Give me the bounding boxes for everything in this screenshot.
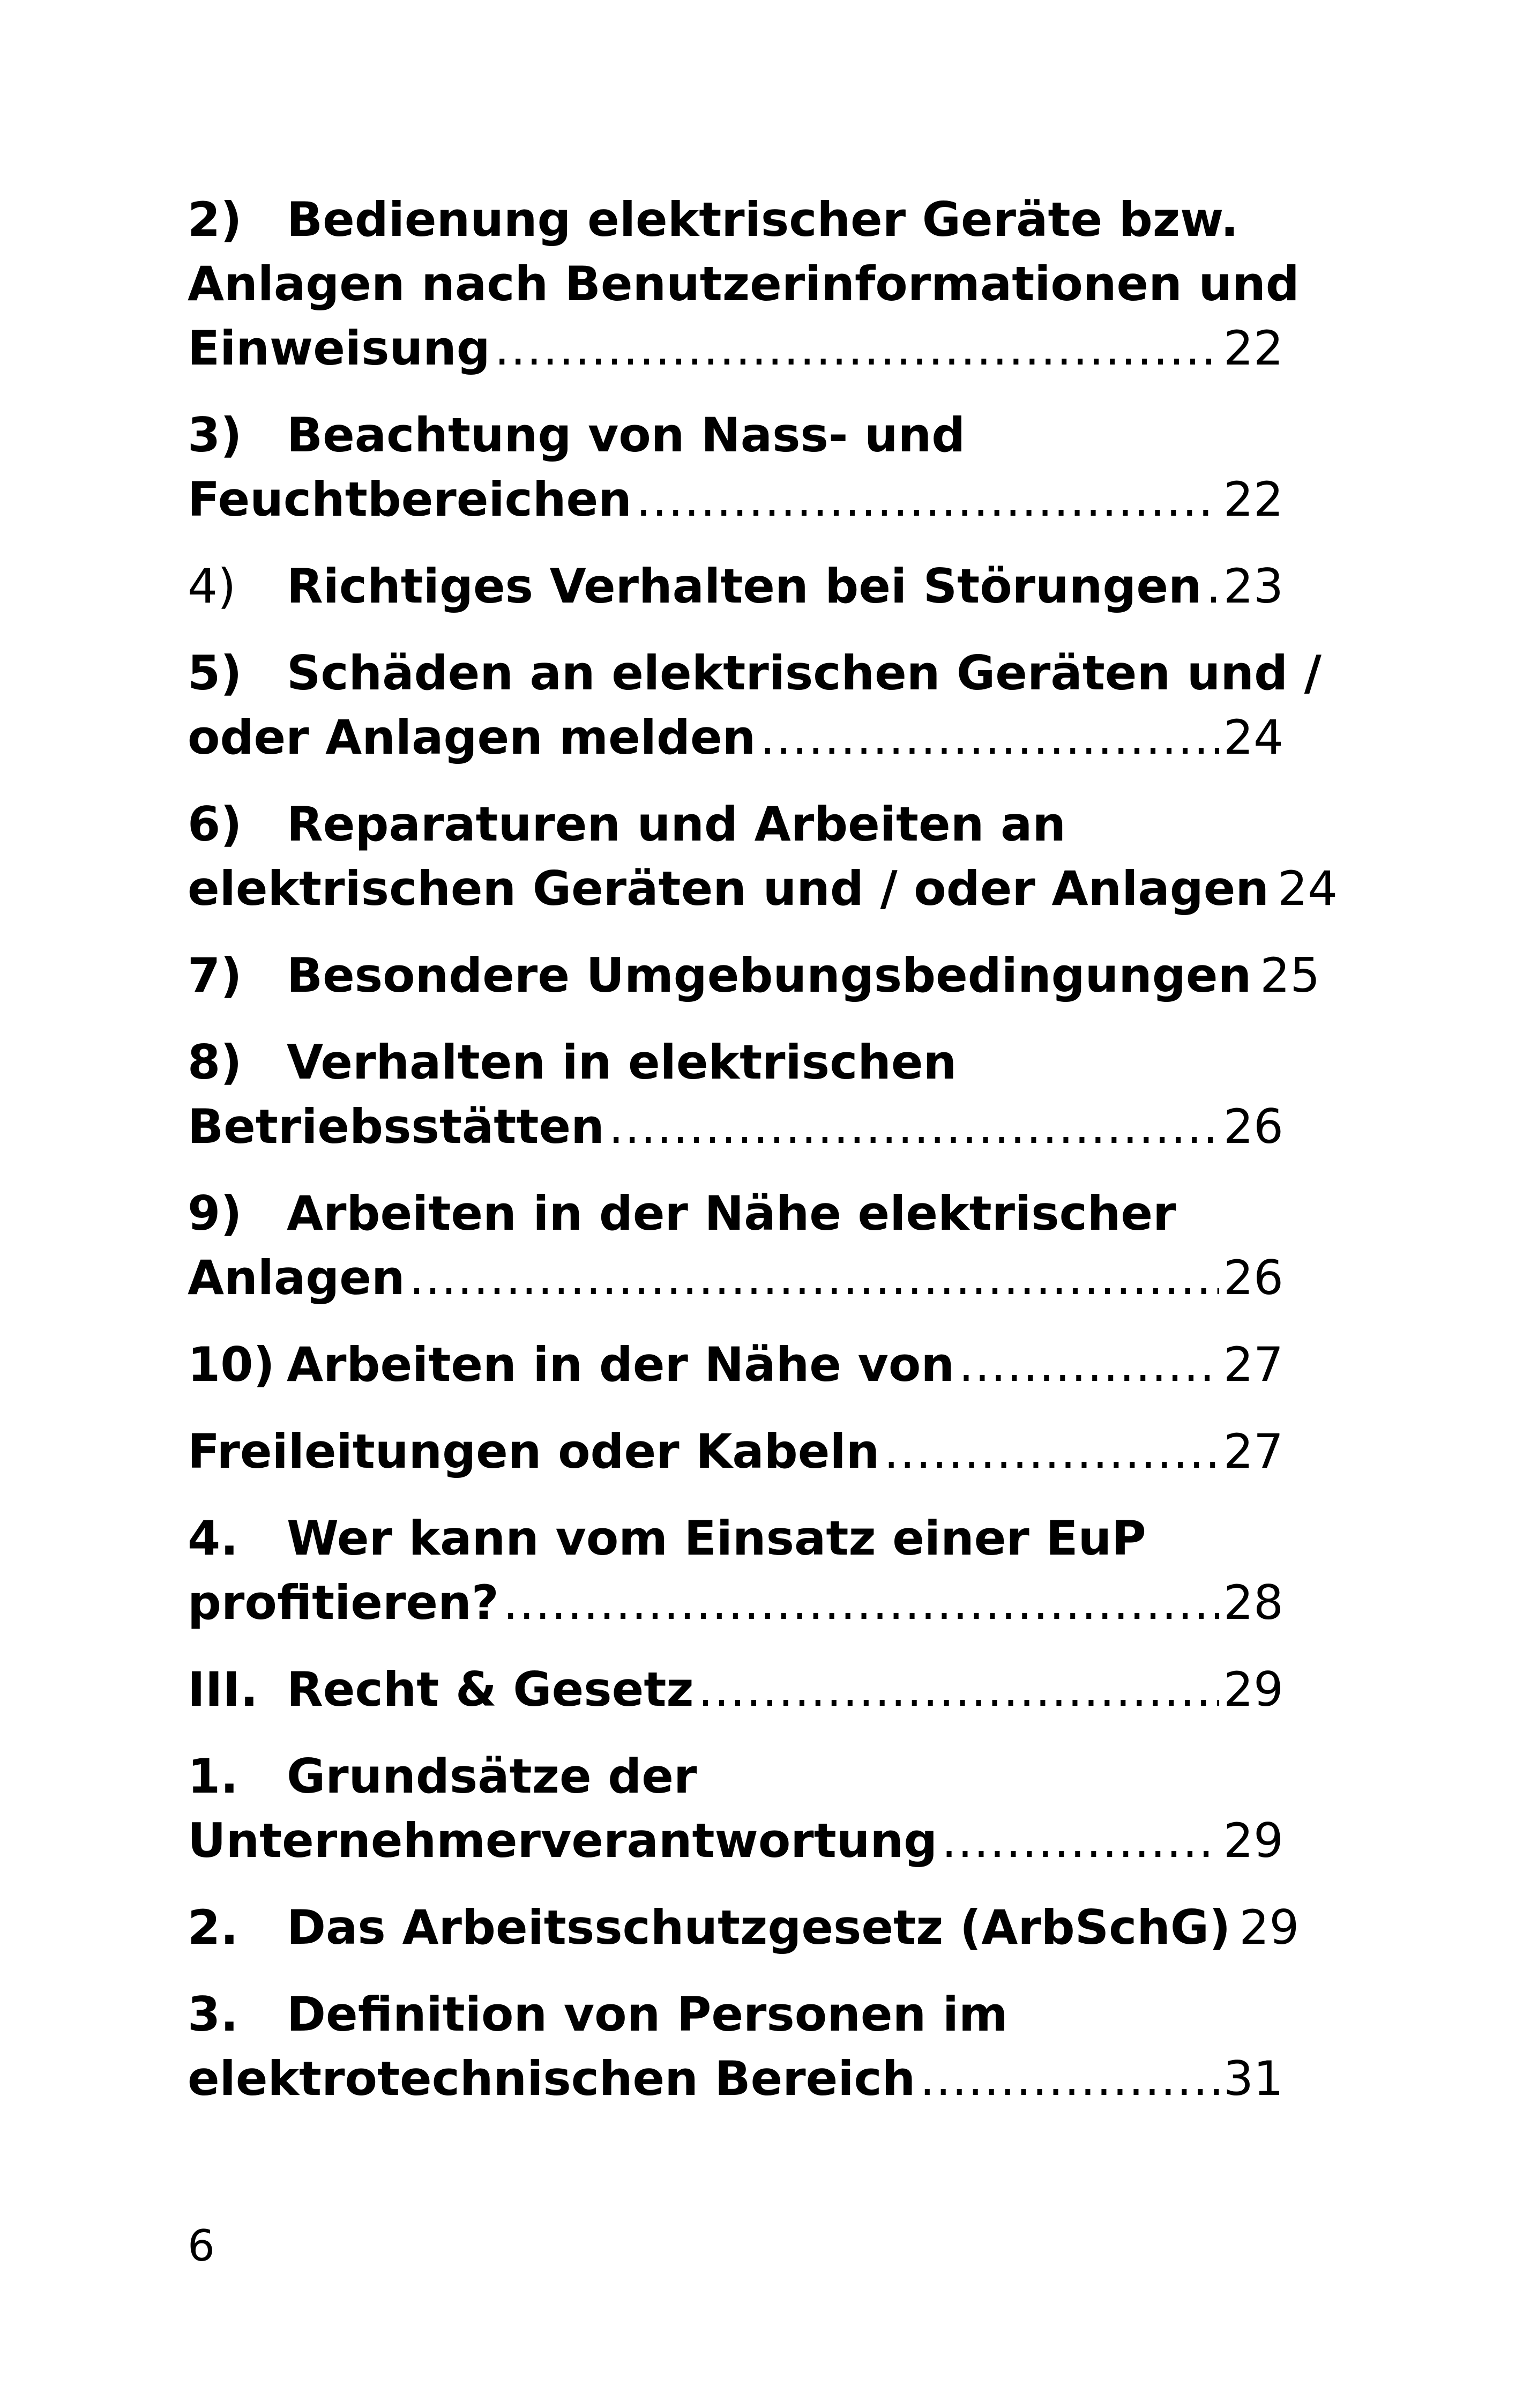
toc-entry-page: 27 <box>1223 1424 1283 1479</box>
toc-entry-title: Reparaturen und Arbeiten an <box>287 797 1066 852</box>
dot-leader <box>760 705 1219 770</box>
toc-entry-page: 29 <box>1239 1900 1300 1955</box>
toc-entry-line <box>188 1744 1283 1809</box>
dot-leader <box>920 2047 1219 2111</box>
toc-entry-last-line <box>188 1246 1283 1310</box>
toc-entry-number: 5) <box>188 645 242 701</box>
toc-entry <box>188 641 1322 770</box>
toc-entry-title-text: oder Anlagen melden <box>188 710 756 765</box>
dot-leader <box>503 1571 1219 1635</box>
toc-entry-last-line <box>188 554 1283 619</box>
toc-entry-last-line <box>188 1095 1283 1159</box>
dot-leader <box>1206 554 1219 619</box>
toc-entry-title-text: Anlagen <box>188 1250 405 1305</box>
toc-entry-last-line <box>188 1333 1283 1397</box>
toc-entry-title-text: Freileitungen oder Kabeln <box>188 1424 880 1479</box>
toc-entry-number: 1. <box>188 1749 238 1804</box>
toc-entry <box>188 1419 1283 1484</box>
toc-entry-number: 3) <box>188 407 242 463</box>
toc-entry-last-line <box>188 1571 1283 1635</box>
toc-entry-number: 10) <box>188 1337 275 1392</box>
toc-entry-line <box>188 1982 1283 2047</box>
toc-entry <box>188 1506 1283 1635</box>
toc-entry-title <box>188 1571 499 1635</box>
toc-entry-line <box>188 1030 1283 1095</box>
toc-entry-title <box>188 316 490 381</box>
toc-entry-title: Bedienung elektrischer Geräte bzw. <box>287 192 1239 247</box>
toc-entry-last-line <box>188 316 1283 381</box>
toc-entry-page: 29 <box>1223 1662 1283 1717</box>
toc-entry-title <box>188 467 632 532</box>
toc-entry-title <box>188 857 1269 921</box>
toc-entry-last-line <box>188 1809 1283 1873</box>
toc-entry-last-line <box>188 1658 1283 1722</box>
toc-entry <box>188 1896 1300 1960</box>
toc-entry-title-text: Arbeiten in der Nähe von <box>287 1337 955 1392</box>
toc-entry-page: 27 <box>1223 1337 1283 1392</box>
toc-entry-title: Wer kann vom Einsatz einer EuP <box>287 1511 1146 1566</box>
toc-entry-page: 29 <box>1223 1813 1283 1868</box>
toc-entry-line <box>188 641 1322 705</box>
toc-entry-last-line <box>188 467 1283 532</box>
dot-leader <box>495 316 1219 381</box>
toc-entry-title <box>188 1419 879 1484</box>
toc-entry-title: Verhalten in elektrischen <box>287 1035 957 1090</box>
toc-entry <box>188 1744 1283 1873</box>
dot-leader <box>636 467 1219 532</box>
toc-entry-title-text: Richtiges Verhalten bei Störungen <box>287 559 1202 614</box>
toc-entry-number: 3. <box>188 1987 238 2042</box>
toc-entry-page: 22 <box>1223 321 1283 376</box>
toc-entry-number: 6) <box>188 797 242 852</box>
toc-entry <box>188 792 1338 921</box>
toc-entry-title: Anlagen nach Benutzerinformationen und <box>188 256 1300 311</box>
toc-entry-number: 4) <box>188 559 236 614</box>
toc-entry-title <box>188 1246 405 1310</box>
toc-entry-page: 24 <box>1223 710 1283 765</box>
toc-entry-title: Grundsätze der <box>287 1749 697 1804</box>
toc-entry-last-line <box>188 1896 1300 1960</box>
dot-leader <box>884 1419 1219 1484</box>
toc-entry-title-text: Einweisung <box>188 321 490 376</box>
toc-entry-page: 31 <box>1223 2051 1283 2106</box>
dot-leader <box>409 1246 1219 1310</box>
toc-entry-page: 24 <box>1278 861 1338 916</box>
toc-entry-title-text: Besondere Umgebungsbedingungen <box>287 948 1252 1003</box>
table-of-contents <box>188 188 1338 2134</box>
toc-entry-title <box>188 943 1251 1008</box>
toc-entry-title-text: Recht & Gesetz <box>287 1662 694 1717</box>
toc-entry-title <box>188 2047 915 2111</box>
toc-entry <box>188 1333 1283 1397</box>
toc-entry-last-line <box>188 857 1338 921</box>
toc-entry-title <box>188 1333 954 1397</box>
toc-entry-last-line <box>188 705 1283 770</box>
toc-entry-number: 2. <box>188 1900 238 1955</box>
toc-entry <box>188 1181 1283 1310</box>
toc-entry-title-text: Das Arbeitsschutzgesetz (ArbSchG) <box>287 1900 1231 1955</box>
toc-entry-title-text: Betriebsstätten <box>188 1099 604 1154</box>
toc-entry-title: Arbeiten in der Nähe elektrischer <box>287 1186 1176 1241</box>
toc-entry-page: 23 <box>1223 559 1283 614</box>
toc-entry-page: 25 <box>1260 948 1320 1003</box>
toc-entry-title <box>188 1658 694 1722</box>
toc-entry-line <box>188 403 1283 467</box>
toc-entry <box>188 188 1300 381</box>
toc-entry-line <box>188 252 1300 316</box>
toc-entry-title-text: elektrischen Geräten und / oder Anlagen <box>188 861 1270 916</box>
toc-entry-title <box>188 1896 1230 1960</box>
toc-entry <box>188 1030 1283 1159</box>
toc-entry <box>188 554 1283 619</box>
toc-entry-page: 28 <box>1223 1575 1283 1630</box>
toc-entry-number: 9) <box>188 1186 242 1241</box>
page-number: 6 <box>188 2221 215 2271</box>
dot-leader <box>609 1095 1219 1159</box>
toc-entry-title: Definition von Personen im <box>287 1987 1008 2042</box>
toc-entry-title <box>188 705 756 770</box>
toc-entry-title: Schäden an elektrischen Geräten und / <box>287 645 1322 701</box>
toc-entry-last-line <box>188 943 1320 1008</box>
toc-entry-number: 7) <box>188 948 242 1003</box>
toc-entry-number: 2) <box>188 192 242 247</box>
toc-entry-title: Beachtung von Nass- und <box>287 407 966 463</box>
toc-entry-last-line <box>188 2047 1283 2111</box>
toc-entry-last-line <box>188 1419 1283 1484</box>
toc-entry-page: 26 <box>1223 1099 1283 1154</box>
toc-entry-page: 26 <box>1223 1250 1283 1305</box>
toc-entry-line <box>188 188 1283 252</box>
toc-entry <box>188 1658 1283 1722</box>
toc-entry-line <box>188 792 1283 857</box>
toc-entry-page: 22 <box>1223 472 1283 527</box>
toc-entry-line <box>188 1506 1283 1571</box>
toc-entry <box>188 403 1283 532</box>
toc-entry-title-text: profitieren? <box>188 1575 499 1630</box>
toc-entry <box>188 1982 1283 2111</box>
dot-leader <box>942 1809 1219 1873</box>
toc-entry-title <box>188 1095 604 1159</box>
toc-entry-number: III. <box>188 1662 258 1717</box>
toc-entry-title-text: Feuchtbereichen <box>188 472 632 527</box>
toc-entry-number: 8) <box>188 1035 242 1090</box>
dot-leader <box>698 1658 1219 1722</box>
toc-entry-title <box>188 554 1202 619</box>
toc-entry-title-text: Unternehmerverantwortung <box>188 1813 938 1868</box>
toc-entry <box>188 943 1320 1008</box>
toc-entry-title-text: elektrotechnischen Bereich <box>188 2051 916 2106</box>
toc-entry-number: 4. <box>188 1511 238 1566</box>
toc-entry-title <box>188 1809 937 1873</box>
toc-entry-line <box>188 1181 1283 1246</box>
dot-leader <box>959 1333 1219 1397</box>
